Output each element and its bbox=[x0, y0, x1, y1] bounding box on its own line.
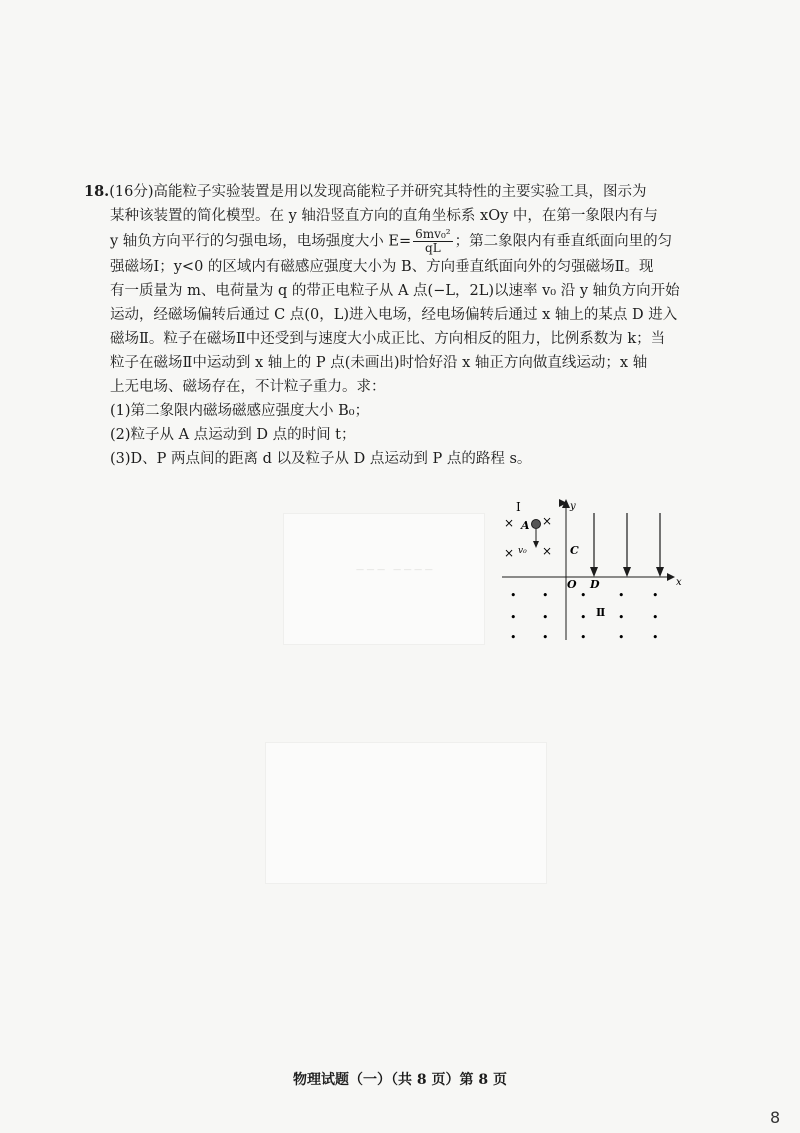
dot-mark: • bbox=[580, 631, 587, 644]
question-line-5: 有一质量为 m、电荷量为 q 的带正电粒子从 A 点(−L，2L)以速率 v₀ 沿 y 轴负方向开始 bbox=[110, 283, 680, 299]
point-c-label: C bbox=[570, 544, 579, 557]
origin-label: O bbox=[567, 578, 577, 591]
point-a-label: A bbox=[521, 519, 530, 532]
faded-text: — — — — — — — bbox=[356, 565, 433, 574]
dot-mark: • bbox=[618, 631, 625, 644]
dot-mark: • bbox=[510, 611, 517, 624]
dot-mark: • bbox=[652, 631, 659, 644]
question-text: ；第二象限内有垂直纸面向里的匀 bbox=[454, 233, 673, 250]
question-18 bbox=[84, 180, 694, 471]
field-arrowhead bbox=[656, 567, 664, 577]
dot-mark: • bbox=[542, 611, 549, 624]
question-line-6: 运动，经磁场偏转后通过 C 点(0，L)进入电场，经电场偏转后通过 x 轴上的某点 D 进入 bbox=[110, 307, 678, 323]
dot-mark: • bbox=[580, 611, 587, 624]
page-footer: 物理试题（一）（共 8 页）第 8 页 bbox=[293, 1072, 507, 1088]
x-axis-label: x bbox=[676, 577, 682, 588]
question-line-4: 强磁场Ⅰ；y<0 的区域内有磁感应强度大小为 B、方向垂直纸面向外的匀强磁场Ⅱ。现 bbox=[110, 259, 654, 275]
question-line-1 bbox=[84, 180, 694, 204]
sub-question-2: (2)粒子从 A 点运动到 D 点的时间 t； bbox=[110, 427, 356, 443]
region-1-label: Ⅰ bbox=[516, 500, 521, 514]
field-arrowhead bbox=[590, 567, 598, 577]
cross-mark: × bbox=[542, 544, 553, 558]
dot-mark: • bbox=[618, 611, 625, 624]
velocity-arrowhead bbox=[533, 541, 539, 548]
cross-mark: × bbox=[504, 516, 515, 530]
point-d-label: D bbox=[590, 578, 600, 591]
question-number: 18. bbox=[84, 183, 110, 200]
y-axis-arrowhead bbox=[562, 499, 570, 508]
question-points: (16分) bbox=[109, 184, 154, 200]
field-strength-fraction bbox=[413, 228, 452, 255]
question-text: 高能粒子实验装置是用以发现高能粒子并研究其特性的主要实验工具，图示为 bbox=[153, 184, 647, 200]
region-2-label: Ⅱ bbox=[596, 606, 606, 619]
question-line-3 bbox=[84, 228, 694, 255]
question-line-2: 某种该装置的简化模型。在 y 轴沿竖直方向的直角坐标系 xOy 中，在第一象限内有与 bbox=[110, 208, 658, 224]
cross-mark: × bbox=[504, 546, 515, 560]
sub-question-3: (3)D、P 两点间的距离 d 以及粒子从 D 点运动到 P 点的路程 s。 bbox=[110, 451, 532, 467]
question-line-7: 磁场Ⅱ。粒子在磁场Ⅱ中还受到与速度大小成正比、方向相反的阻力，比例系数为 k；当 bbox=[110, 331, 666, 347]
dot-mark: • bbox=[652, 611, 659, 624]
y-axis-label: y bbox=[570, 501, 576, 512]
field-diagram bbox=[496, 495, 686, 645]
faded-answer-area bbox=[283, 513, 485, 645]
question-text: y 轴负方向平行的匀强电场，电场强度大小 E= bbox=[110, 233, 412, 250]
dot-mark: • bbox=[510, 631, 517, 644]
fraction-numerator: 6mv₀² bbox=[415, 227, 451, 241]
dot-mark: • bbox=[510, 589, 517, 602]
dot-mark: • bbox=[618, 589, 625, 602]
dot-mark: • bbox=[652, 589, 659, 602]
particle bbox=[532, 520, 541, 529]
page-number: 8 bbox=[770, 1108, 781, 1127]
velocity-label: v₀ bbox=[518, 546, 527, 556]
field-arrowhead bbox=[623, 567, 631, 577]
dot-mark: • bbox=[542, 631, 549, 644]
question-line-9: 上无电场、磁场存在，不计粒子重力。求： bbox=[110, 379, 386, 395]
dot-mark: • bbox=[542, 589, 549, 602]
dot-mark: • bbox=[580, 589, 587, 602]
fraction-denominator: qL bbox=[425, 241, 441, 255]
sub-question-1: (1)第二象限内磁场磁感应强度大小 B₀； bbox=[110, 403, 370, 419]
diagram-svg bbox=[496, 495, 686, 645]
question-line-8: 粒子在磁场Ⅱ中运动到 x 轴上的 P 点(未画出)时恰好沿 x 轴正方向做直线运动；x 轴 bbox=[110, 355, 648, 371]
cross-mark: × bbox=[542, 514, 553, 528]
faded-answer-area bbox=[265, 742, 547, 884]
